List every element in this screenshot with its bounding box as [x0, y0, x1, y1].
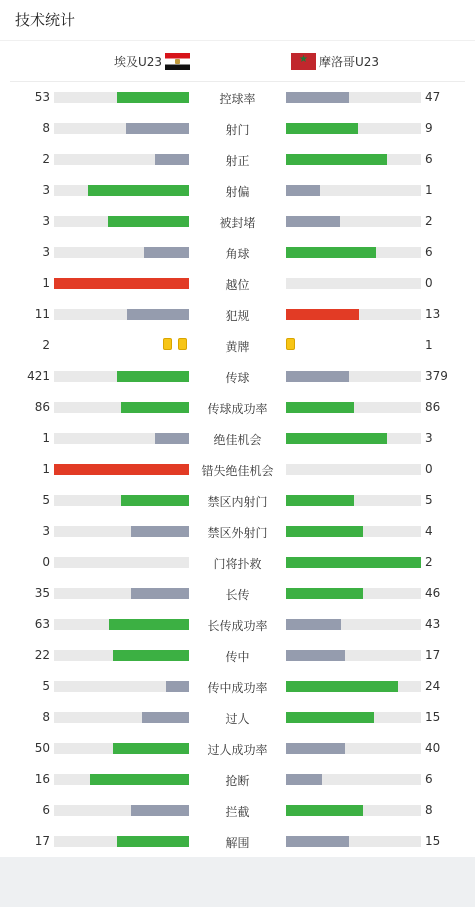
away-value: 17 [425, 648, 441, 662]
away-value: 5 [425, 493, 433, 507]
away-bar-fill [286, 92, 349, 103]
away-bar-fill [286, 619, 341, 630]
away-bar-track [286, 526, 421, 537]
away-bar-fill [286, 154, 387, 165]
home-bar-track [54, 495, 189, 506]
stat-label: 抢断 [225, 774, 250, 788]
away-value: 40 [425, 741, 441, 755]
home-value: 3 [42, 214, 50, 228]
stat-label: 犯规 [225, 309, 250, 323]
yellow-card-icon [178, 338, 187, 350]
stat-row [0, 671, 475, 702]
home-value: 421 [27, 369, 50, 383]
home-bar-fill [166, 681, 189, 692]
stat-row [0, 175, 475, 206]
home-bar-fill [54, 464, 189, 475]
teams-header [10, 41, 465, 82]
away-value: 4 [425, 524, 433, 538]
home-bar-track [54, 619, 189, 630]
away-bar-track [286, 216, 421, 227]
home-bar-fill [121, 495, 189, 506]
home-value: 16 [34, 772, 50, 786]
home-bar-fill [88, 185, 189, 196]
stat-row [0, 361, 475, 392]
away-bar-fill [286, 743, 345, 754]
home-value: 63 [34, 617, 50, 631]
home-value: 2 [42, 338, 50, 352]
home-bar-track [54, 154, 189, 165]
egypt-flag-icon [165, 53, 190, 70]
away-value: 6 [425, 245, 433, 259]
home-value: 50 [34, 741, 50, 755]
home-bar-fill [131, 588, 189, 599]
home-bar-fill [144, 247, 189, 258]
away-bar-track [286, 712, 421, 723]
home-bar-track [54, 588, 189, 599]
away-bar-fill [286, 805, 363, 816]
away-value: 6 [425, 152, 433, 166]
away-bar-track [286, 495, 421, 506]
away-bar-track [286, 588, 421, 599]
home-value: 2 [42, 152, 50, 166]
section-title: 技术统计 [0, 0, 475, 41]
away-value: 15 [425, 710, 441, 724]
away-bar-fill [286, 712, 374, 723]
stat-row [0, 578, 475, 609]
home-value: 35 [34, 586, 50, 600]
home-bar-track [54, 526, 189, 537]
yellow-card-icon [286, 338, 295, 350]
stat-label: 传球 [225, 371, 250, 385]
stat-row [0, 516, 475, 547]
home-bar-fill [131, 526, 189, 537]
home-bar-track [54, 309, 189, 320]
home-bar-track [54, 681, 189, 692]
stat-row [0, 299, 475, 330]
home-value: 1 [42, 276, 50, 290]
away-value: 0 [425, 462, 433, 476]
stat-row [0, 702, 475, 733]
away-value: 379 [425, 369, 448, 383]
away-value: 47 [425, 90, 441, 104]
home-bar-track [54, 464, 189, 475]
away-bar-fill [286, 123, 358, 134]
away-value: 43 [425, 617, 441, 631]
stat-label: 传球成功率 [207, 402, 268, 416]
home-bar-fill [155, 433, 189, 444]
stat-label: 长传成功率 [207, 619, 268, 633]
away-bar-fill [286, 216, 340, 227]
stat-label: 过人成功率 [207, 743, 268, 757]
stat-row [0, 454, 475, 485]
home-value: 86 [34, 400, 50, 414]
home-value: 3 [42, 524, 50, 538]
stat-row [0, 144, 475, 175]
away-bar-track [286, 836, 421, 847]
away-bar-track [286, 681, 421, 692]
away-bar-track [286, 247, 421, 258]
home-bar-fill [121, 402, 189, 413]
home-bar-track [54, 557, 189, 568]
away-bar-fill [286, 371, 349, 382]
home-value: 0 [42, 555, 50, 569]
home-bar-track [54, 216, 189, 227]
stat-rows [0, 82, 475, 857]
stat-row [0, 82, 475, 113]
home-bar-track [54, 836, 189, 847]
away-bar-track [286, 650, 421, 661]
away-value: 15 [425, 834, 441, 848]
home-bar-track [54, 278, 189, 289]
away-value: 3 [425, 431, 433, 445]
home-bar-fill [90, 774, 189, 785]
away-bar-fill [286, 650, 345, 661]
away-value: 8 [425, 803, 433, 817]
home-bar-track [54, 712, 189, 723]
home-bar-track [54, 650, 189, 661]
stat-label: 门将扑救 [213, 557, 262, 571]
home-value: 53 [34, 90, 50, 104]
stat-row [0, 733, 475, 764]
away-value: 13 [425, 307, 441, 321]
stat-row [0, 826, 475, 857]
home-bar-fill [54, 278, 189, 289]
away-bar-fill [286, 309, 359, 320]
away-bar-fill [286, 402, 354, 413]
stat-label: 拦截 [225, 805, 250, 819]
away-value: 2 [425, 555, 433, 569]
stat-label: 黄牌 [225, 340, 250, 354]
away-bar-track [286, 278, 421, 289]
home-bar-fill [117, 836, 189, 847]
stat-label: 射门 [225, 123, 250, 137]
away-bar-track [286, 309, 421, 320]
away-value: 46 [425, 586, 441, 600]
home-bar-track [54, 247, 189, 258]
home-bar-fill [131, 805, 189, 816]
stat-label: 传中成功率 [207, 681, 268, 695]
home-value: 8 [42, 710, 50, 724]
stat-row [0, 113, 475, 144]
home-value: 22 [34, 648, 50, 662]
away-bar-fill [286, 588, 363, 599]
away-bar-fill [286, 495, 354, 506]
away-bar-fill [286, 557, 421, 568]
home-bar-fill [109, 619, 189, 630]
home-value: 6 [42, 803, 50, 817]
away-bar-fill [286, 526, 363, 537]
home-team[interactable] [114, 53, 190, 70]
away-bar-track [286, 402, 421, 413]
away-bar-track [286, 92, 421, 103]
home-bar-fill [126, 123, 189, 134]
home-bar-fill [108, 216, 189, 227]
stat-label: 错失绝佳机会 [201, 464, 274, 478]
away-team-name: 摩洛哥U23 [319, 55, 380, 69]
away-bar-track [286, 619, 421, 630]
away-bar-fill [286, 681, 398, 692]
stat-row [0, 268, 475, 299]
home-value: 1 [42, 431, 50, 445]
stat-label: 控球率 [219, 92, 256, 106]
stat-label: 射偏 [225, 185, 250, 199]
stat-row [0, 206, 475, 237]
home-value: 11 [34, 307, 50, 321]
home-bar-track [54, 92, 189, 103]
home-value: 1 [42, 462, 50, 476]
away-bar-track [286, 774, 421, 785]
home-bar-fill [142, 712, 189, 723]
home-bar-track [54, 185, 189, 196]
home-bar-track [54, 371, 189, 382]
home-bar-track [54, 805, 189, 816]
stat-label: 越位 [225, 278, 250, 292]
stat-label: 被封堵 [219, 216, 256, 230]
home-bar-fill [155, 154, 189, 165]
away-team[interactable] [291, 53, 379, 70]
home-bar-fill [113, 650, 189, 661]
stat-row [0, 485, 475, 516]
home-value: 3 [42, 183, 50, 197]
away-bar-track [286, 743, 421, 754]
stat-row [0, 423, 475, 454]
away-bar-track [286, 557, 421, 568]
home-value: 8 [42, 121, 50, 135]
away-bar-fill [286, 247, 376, 258]
stat-row [0, 547, 475, 578]
stat-label: 射正 [225, 154, 250, 168]
stat-label: 过人 [225, 712, 250, 726]
away-bar-fill [286, 185, 320, 196]
morocco-flag-icon [291, 53, 316, 70]
stat-label: 长传 [225, 588, 250, 602]
stat-label: 绝佳机会 [213, 433, 262, 447]
away-value: 24 [425, 679, 441, 693]
away-bar-track [286, 185, 421, 196]
stat-label: 角球 [225, 247, 250, 261]
home-value: 3 [42, 245, 50, 259]
stat-row [0, 640, 475, 671]
away-bar-track [286, 464, 421, 475]
home-value: 5 [42, 493, 50, 507]
away-bar-track [286, 805, 421, 816]
away-bar-track [286, 154, 421, 165]
stat-row [0, 392, 475, 423]
stat-row [0, 795, 475, 826]
away-value: 9 [425, 121, 433, 135]
stat-label: 禁区内射门 [207, 495, 268, 509]
yellow-card-icon [163, 338, 172, 350]
away-value: 86 [425, 400, 441, 414]
away-value: 0 [425, 276, 433, 290]
home-bar-fill [113, 743, 189, 754]
away-bar-fill [286, 433, 387, 444]
stat-label: 禁区外射门 [207, 526, 268, 540]
away-bar-fill [286, 774, 322, 785]
away-bar-track [286, 123, 421, 134]
home-bar-track [54, 402, 189, 413]
home-bar-track [54, 743, 189, 754]
stat-row [0, 330, 475, 361]
home-bar-fill [117, 371, 189, 382]
stat-row [0, 237, 475, 268]
stat-label: 解围 [225, 836, 250, 850]
home-team-name: 埃及U23 [113, 55, 162, 69]
away-value: 1 [425, 338, 433, 352]
stat-row [0, 609, 475, 640]
home-bar-fill [117, 92, 189, 103]
home-value: 17 [34, 834, 50, 848]
home-value: 5 [42, 679, 50, 693]
away-value: 1 [425, 183, 433, 197]
home-bar-track [54, 433, 189, 444]
away-bar-fill [286, 836, 349, 847]
away-bar-track [286, 371, 421, 382]
home-bar-fill [127, 309, 189, 320]
home-bar-track [54, 774, 189, 785]
stat-row [0, 764, 475, 795]
away-value: 6 [425, 772, 433, 786]
stat-label: 传中 [225, 650, 250, 664]
away-bar-track [286, 433, 421, 444]
home-bar-track [54, 123, 189, 134]
away-value: 2 [425, 214, 433, 228]
